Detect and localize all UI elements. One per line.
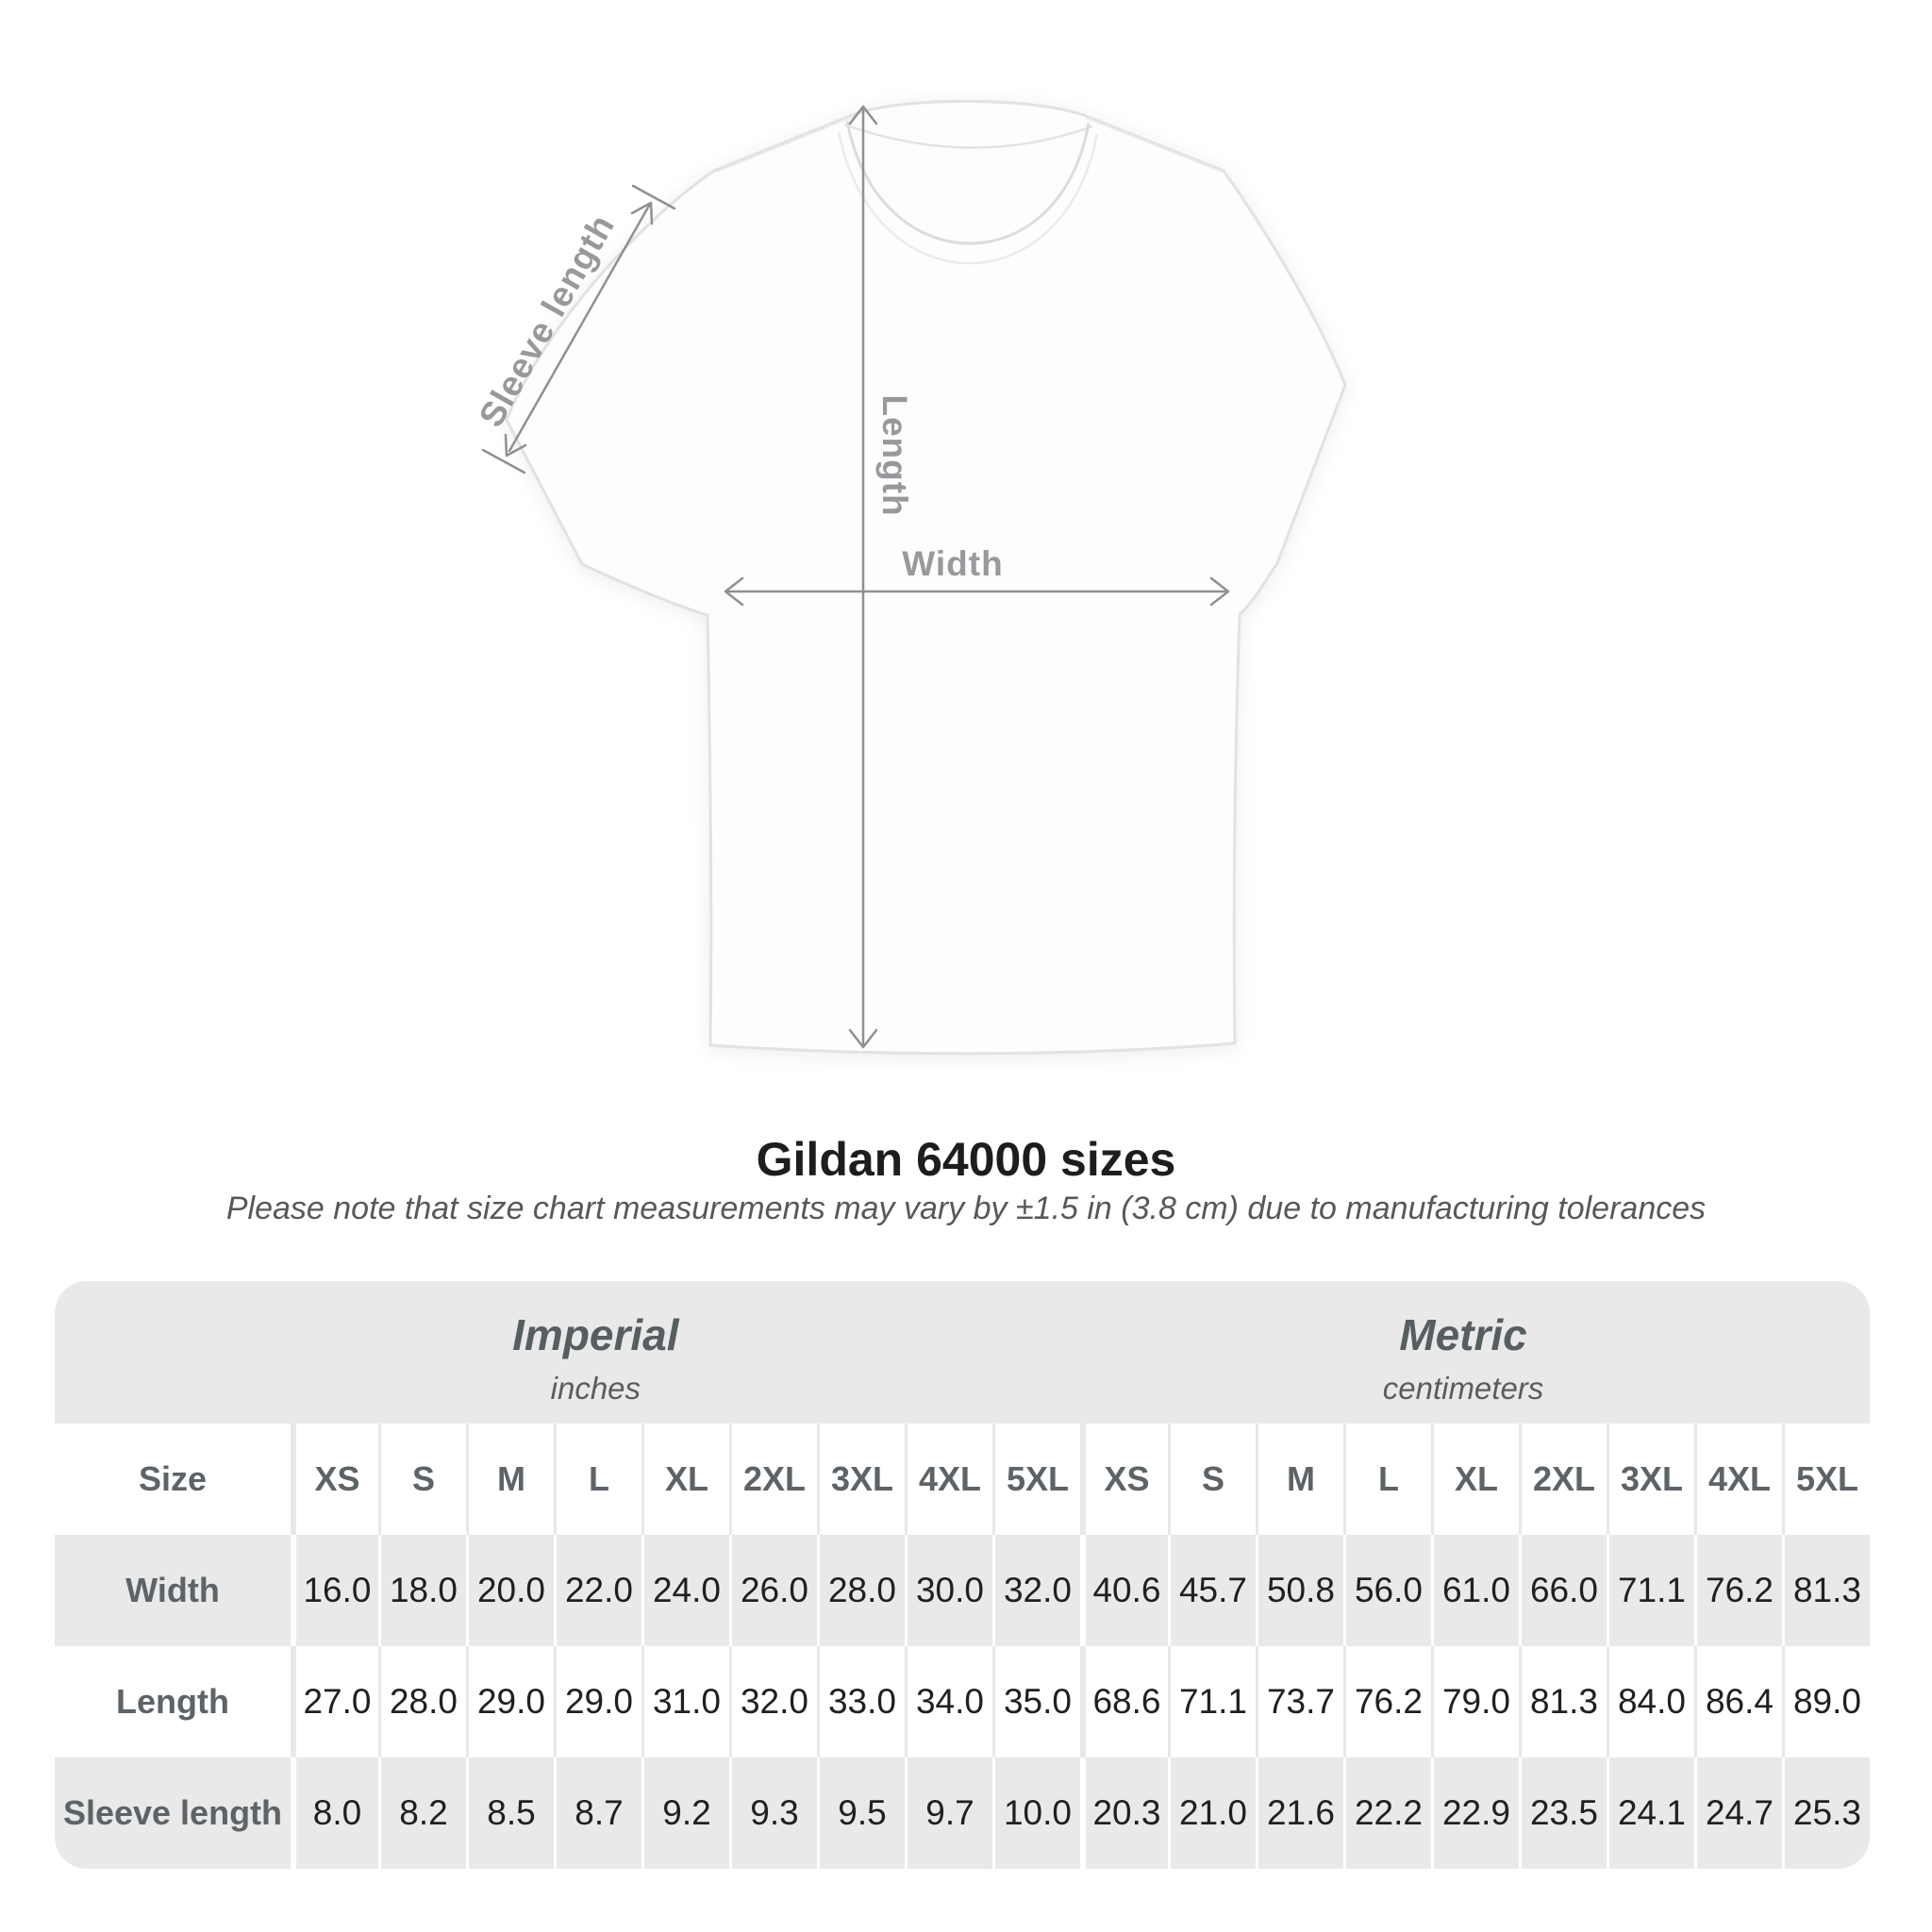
col-header-metric-l: L	[1343, 1424, 1431, 1535]
length-label: Length	[875, 394, 914, 517]
col-header-imperial-s: S	[378, 1424, 466, 1535]
cell-length-metric-3xl: 84.0	[1607, 1646, 1694, 1757]
row-label-sleeve-length: Sleeve length	[55, 1757, 291, 1869]
cell-length-metric-xs: 68.6	[1080, 1646, 1168, 1757]
cell-length-metric-l: 76.2	[1343, 1646, 1431, 1757]
cell-length-imperial-xs: 27.0	[291, 1646, 378, 1757]
col-header-imperial-2xl: 2XL	[729, 1424, 817, 1535]
cell-width-metric-xl: 61.0	[1431, 1535, 1519, 1646]
col-header-metric-3xl: 3XL	[1607, 1424, 1694, 1535]
cell-length-metric-s: 71.1	[1168, 1646, 1256, 1757]
cell-sleeve-length-imperial-5xl: 10.0	[992, 1757, 1080, 1869]
sleeve-length-label: Sleeve length	[471, 208, 623, 434]
cell-length-imperial-4xl: 34.0	[905, 1646, 992, 1757]
cell-sleeve-length-imperial-xs: 8.0	[291, 1757, 378, 1869]
cell-length-imperial-m: 29.0	[466, 1646, 554, 1757]
row-label-width: Width	[55, 1535, 291, 1646]
tolerance-note: Please note that size chart measurements may vary by ±1.5 in (3.8 cm) due to manufacturing tolerances	[225, 1191, 1707, 1226]
col-header-metric-xl: XL	[1431, 1424, 1519, 1535]
cell-sleeve-length-metric-2xl: 23.5	[1519, 1757, 1607, 1869]
page-title: Gildan 64000 sizes	[756, 1133, 1176, 1186]
col-header-metric-xs: XS	[1080, 1424, 1168, 1535]
cell-sleeve-length-imperial-3xl: 9.5	[817, 1757, 905, 1869]
cell-length-imperial-s: 28.0	[378, 1646, 466, 1757]
col-header-metric-5xl: 5XL	[1782, 1424, 1870, 1535]
metric-title: Metric	[1399, 1310, 1527, 1359]
cell-length-metric-4xl: 86.4	[1694, 1646, 1782, 1757]
col-header-imperial-xl: XL	[641, 1424, 729, 1535]
cell-width-metric-xs: 40.6	[1080, 1535, 1168, 1646]
col-header-metric-m: M	[1256, 1424, 1343, 1535]
cell-length-metric-m: 73.7	[1256, 1646, 1343, 1757]
cell-width-imperial-3xl: 28.0	[817, 1535, 905, 1646]
col-header-imperial-m: M	[466, 1424, 554, 1535]
row-label-size: Size	[55, 1424, 291, 1535]
col-header-metric-4xl: 4XL	[1694, 1424, 1782, 1535]
col-header-imperial-l: L	[554, 1424, 641, 1535]
imperial-title: Imperial	[512, 1310, 679, 1359]
unit-header-band	[55, 1281, 1870, 1424]
cell-width-metric-s: 45.7	[1168, 1535, 1256, 1646]
cell-width-imperial-2xl: 26.0	[729, 1535, 817, 1646]
col-header-imperial-xs: XS	[291, 1424, 378, 1535]
cell-width-metric-4xl: 76.2	[1694, 1535, 1782, 1646]
cell-length-imperial-5xl: 35.0	[992, 1646, 1080, 1757]
cell-sleeve-length-imperial-l: 8.7	[554, 1757, 641, 1869]
cell-sleeve-length-metric-s: 21.0	[1168, 1757, 1256, 1869]
imperial-section-header	[512, 1309, 678, 1407]
cell-sleeve-length-imperial-m: 8.5	[466, 1757, 554, 1869]
cell-length-metric-xl: 79.0	[1431, 1646, 1519, 1757]
col-header-imperial-5xl: 5XL	[992, 1424, 1080, 1535]
cell-width-imperial-s: 18.0	[378, 1535, 466, 1646]
cell-width-metric-l: 56.0	[1343, 1535, 1431, 1646]
cell-width-metric-2xl: 66.0	[1519, 1535, 1607, 1646]
size-table-grid	[55, 1424, 1870, 1869]
cell-length-imperial-3xl: 33.0	[817, 1646, 905, 1757]
cell-length-imperial-xl: 31.0	[641, 1646, 729, 1757]
cell-width-imperial-5xl: 32.0	[992, 1535, 1080, 1646]
cell-width-imperial-4xl: 30.0	[905, 1535, 992, 1646]
cell-sleeve-length-imperial-xl: 9.2	[641, 1757, 729, 1869]
col-header-imperial-4xl: 4XL	[905, 1424, 992, 1535]
cell-length-imperial-2xl: 32.0	[729, 1646, 817, 1757]
cell-width-metric-5xl: 81.3	[1782, 1535, 1870, 1646]
cell-length-imperial-l: 29.0	[554, 1646, 641, 1757]
cell-width-imperial-l: 22.0	[554, 1535, 641, 1646]
row-label-length: Length	[55, 1646, 291, 1757]
cell-width-metric-3xl: 71.1	[1607, 1535, 1694, 1646]
cell-sleeve-length-metric-l: 22.2	[1343, 1757, 1431, 1869]
col-header-metric-2xl: 2XL	[1519, 1424, 1607, 1535]
cell-sleeve-length-metric-xs: 20.3	[1080, 1757, 1168, 1869]
cell-sleeve-length-metric-xl: 22.9	[1431, 1757, 1519, 1869]
cell-sleeve-length-metric-3xl: 24.1	[1607, 1757, 1694, 1869]
col-header-metric-s: S	[1168, 1424, 1256, 1535]
cell-length-metric-2xl: 81.3	[1519, 1646, 1607, 1757]
cell-width-imperial-xs: 16.0	[291, 1535, 378, 1646]
cell-sleeve-length-metric-5xl: 25.3	[1782, 1757, 1870, 1869]
metric-unit: centimeters	[1382, 1371, 1544, 1407]
metric-section-header	[1383, 1309, 1544, 1407]
cell-sleeve-length-metric-4xl: 24.7	[1694, 1757, 1782, 1869]
col-header-imperial-3xl: 3XL	[817, 1424, 905, 1535]
cell-length-metric-5xl: 89.0	[1782, 1646, 1870, 1757]
cell-sleeve-length-imperial-2xl: 9.3	[729, 1757, 817, 1869]
cell-width-imperial-xl: 24.0	[641, 1535, 729, 1646]
cell-sleeve-length-imperial-4xl: 9.7	[905, 1757, 992, 1869]
cell-width-metric-m: 50.8	[1256, 1535, 1343, 1646]
width-label: Width	[902, 544, 1004, 583]
cell-width-imperial-m: 20.0	[466, 1535, 554, 1646]
imperial-unit: inches	[550, 1371, 641, 1407]
cell-sleeve-length-imperial-s: 8.2	[378, 1757, 466, 1869]
size-table	[55, 1281, 1870, 1869]
cell-sleeve-length-metric-m: 21.6	[1256, 1757, 1343, 1869]
